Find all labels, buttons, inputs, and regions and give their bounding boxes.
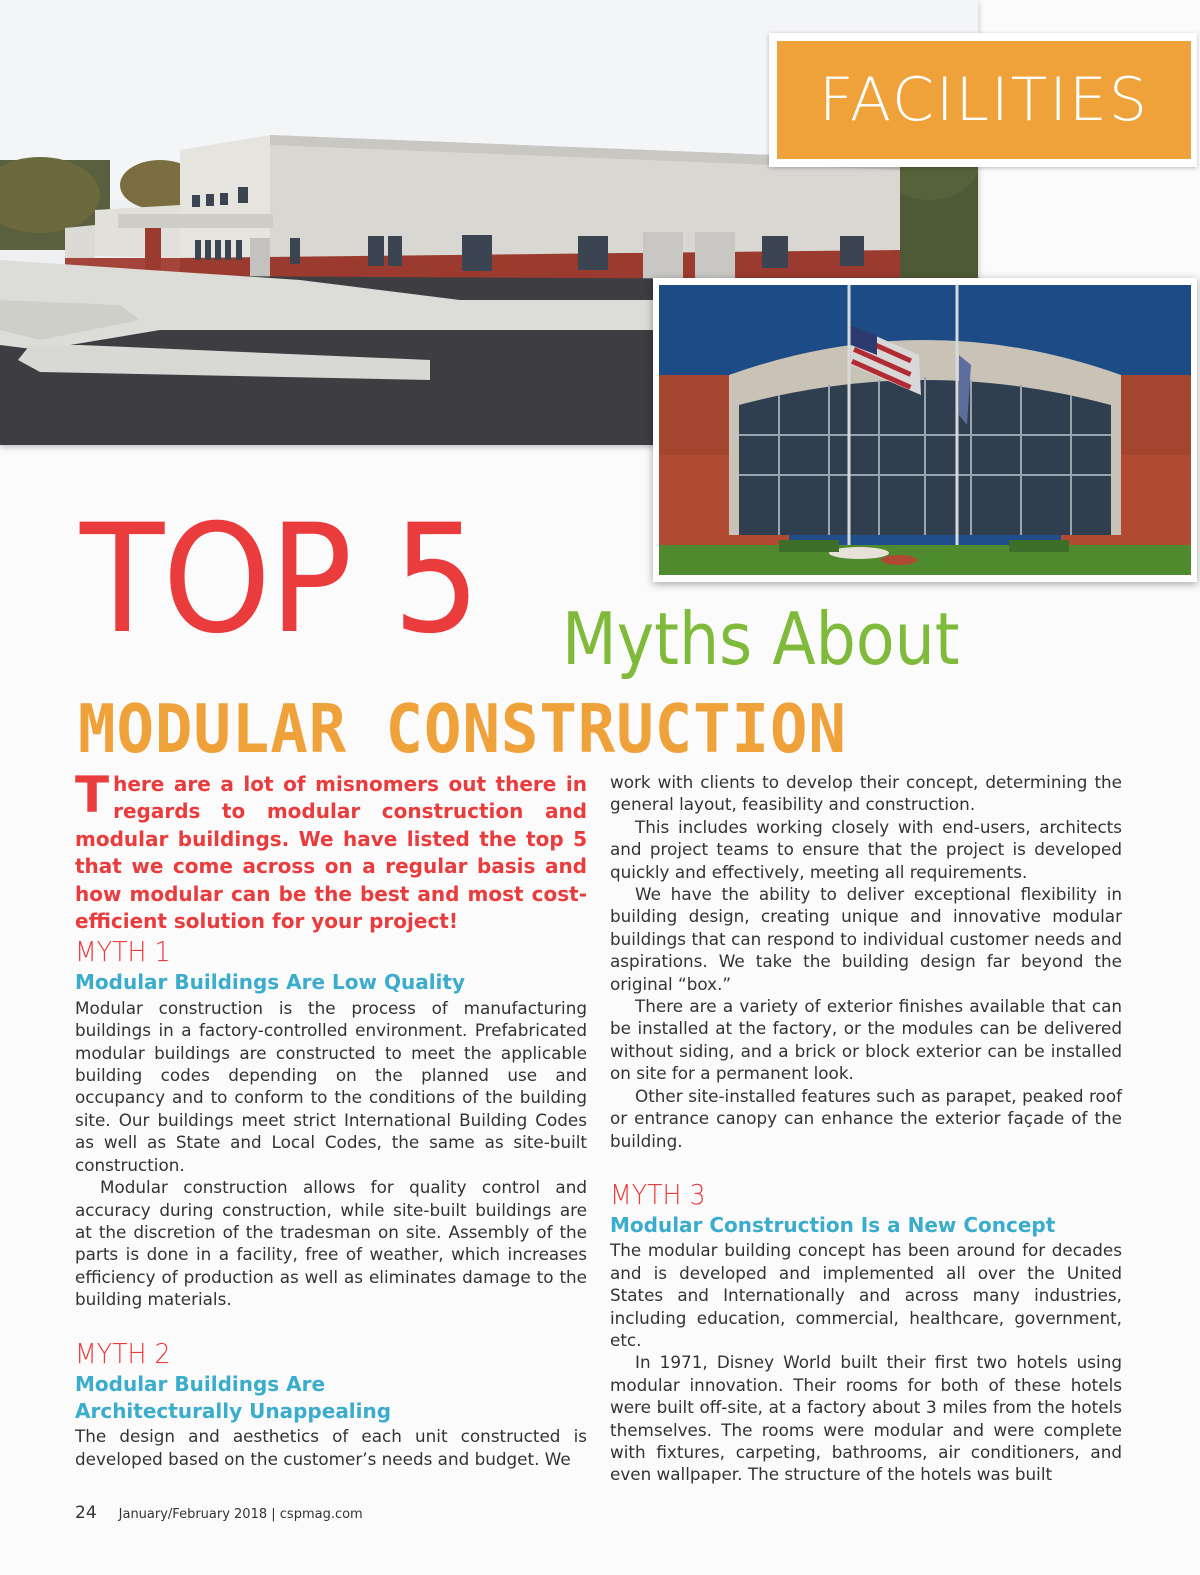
myth-2-paragraph-continued: work with clients to develop their concept, determining the general layout, feasibility and construction. [610, 772, 1122, 815]
myth-3-paragraph-2: In 1971, Disney World built their first two hotels using modular innovation. Their rooms for both of these hotels were built off-site, at a factory about 3 miles from the hotels themselves. The rooms were modular and were complete with fixtures, carpeting, bathrooms, air conditioners, and even wallpaper. The structure of the hotels was built [610, 1352, 1122, 1485]
intro-text: here are a lot of misnomers out there in regards to modular construction and modular buildings. We have listed the top 5 that we come across on a regular basis and how modular can be the best and most cost-efficient solution for your project! [75, 772, 587, 934]
myth-2-paragraph-1: The design and aesthetics of each unit constructed is developed based on the customer’s needs and budget. We [75, 1426, 587, 1469]
myth-3-label: MYTH 3 [610, 1177, 706, 1211]
building-photo-entrance [653, 278, 1197, 582]
headline-myths-about: Myths About [562, 597, 960, 681]
myth-1-paragraph-2: Modular construction allows for quality control and accuracy during construction, while site-built buildings are at the discretion of the tradesman on site. Assembly of the parts is done in a facility, free of weather, which increases efficiency of production as well as eliminates damage to the building materials. [75, 1177, 587, 1310]
section-tag-label: FACILITIES [777, 41, 1191, 159]
dropcap: T [75, 766, 110, 824]
headline-modular-construction: MODULAR CONSTRUCTION [78, 690, 847, 768]
article-column-right [610, 771, 1122, 1486]
myth-3-paragraph-1: The modular building concept has been around for decades and is developed and implemented all over the United States and Internationally and across many industries, including education, commercial, healthcare, government, etc. [610, 1240, 1122, 1350]
myth-2-paragraph-3: We have the ability to deliver exceptional flexibility in building design, creating unique and innovative modular buildings that can respond to individual customer needs and aspirations. We take the building design far beyond the original “box.” [610, 884, 1122, 994]
page-footer [75, 1503, 363, 1523]
myth-2-title-line-1: Modular Buildings Are [75, 1371, 326, 1396]
myth-1-paragraph-1: Modular construction is the process of manufacturing buildings in a factory-controlled environment. Prefabricated modular buildings are constructed to meet the applicable building codes depending on the planned use and occupancy and to conform to the conditions of the building site. Our buildings meet strict International Building Codes as well as State and Local Codes, the same as site-built construction. [75, 997, 587, 1175]
myth-2-paragraph-5: Other site-installed features such as parapet, peaked roof or entrance canopy can enhance the exterior façade of the building. [610, 1085, 1122, 1151]
headline-top-5: TOP 5 [80, 493, 479, 667]
section-tag [769, 33, 1197, 167]
article-column-left [75, 766, 587, 1470]
myth-2-paragraph-2: This includes working closely with end-users, architects and project teams to ensure that the project is developed quickly and effectively, meeting all requirements. [610, 816, 1122, 882]
myth-2-title-line-2: Architecturally Unappealing [75, 1398, 392, 1423]
myth-1-title: Modular Buildings Are Low Quality [75, 970, 465, 995]
issue-info: January/February 2018 | cspmag.com [118, 1507, 363, 1522]
myth-2-paragraph-4: There are a variety of exterior finishes available that can be installed at the factory, or the modules can be delivered without siding, and a brick or block exterior can be installed on site for a permanent look. [610, 996, 1122, 1084]
myth-1-label: MYTH 1 [75, 935, 171, 969]
myth-2-label: MYTH 2 [75, 1336, 171, 1370]
intro-paragraph [75, 766, 587, 935]
page-number: 24 [75, 1503, 97, 1523]
myth-3-title: Modular Construction Is a New Concept [610, 1212, 1056, 1237]
